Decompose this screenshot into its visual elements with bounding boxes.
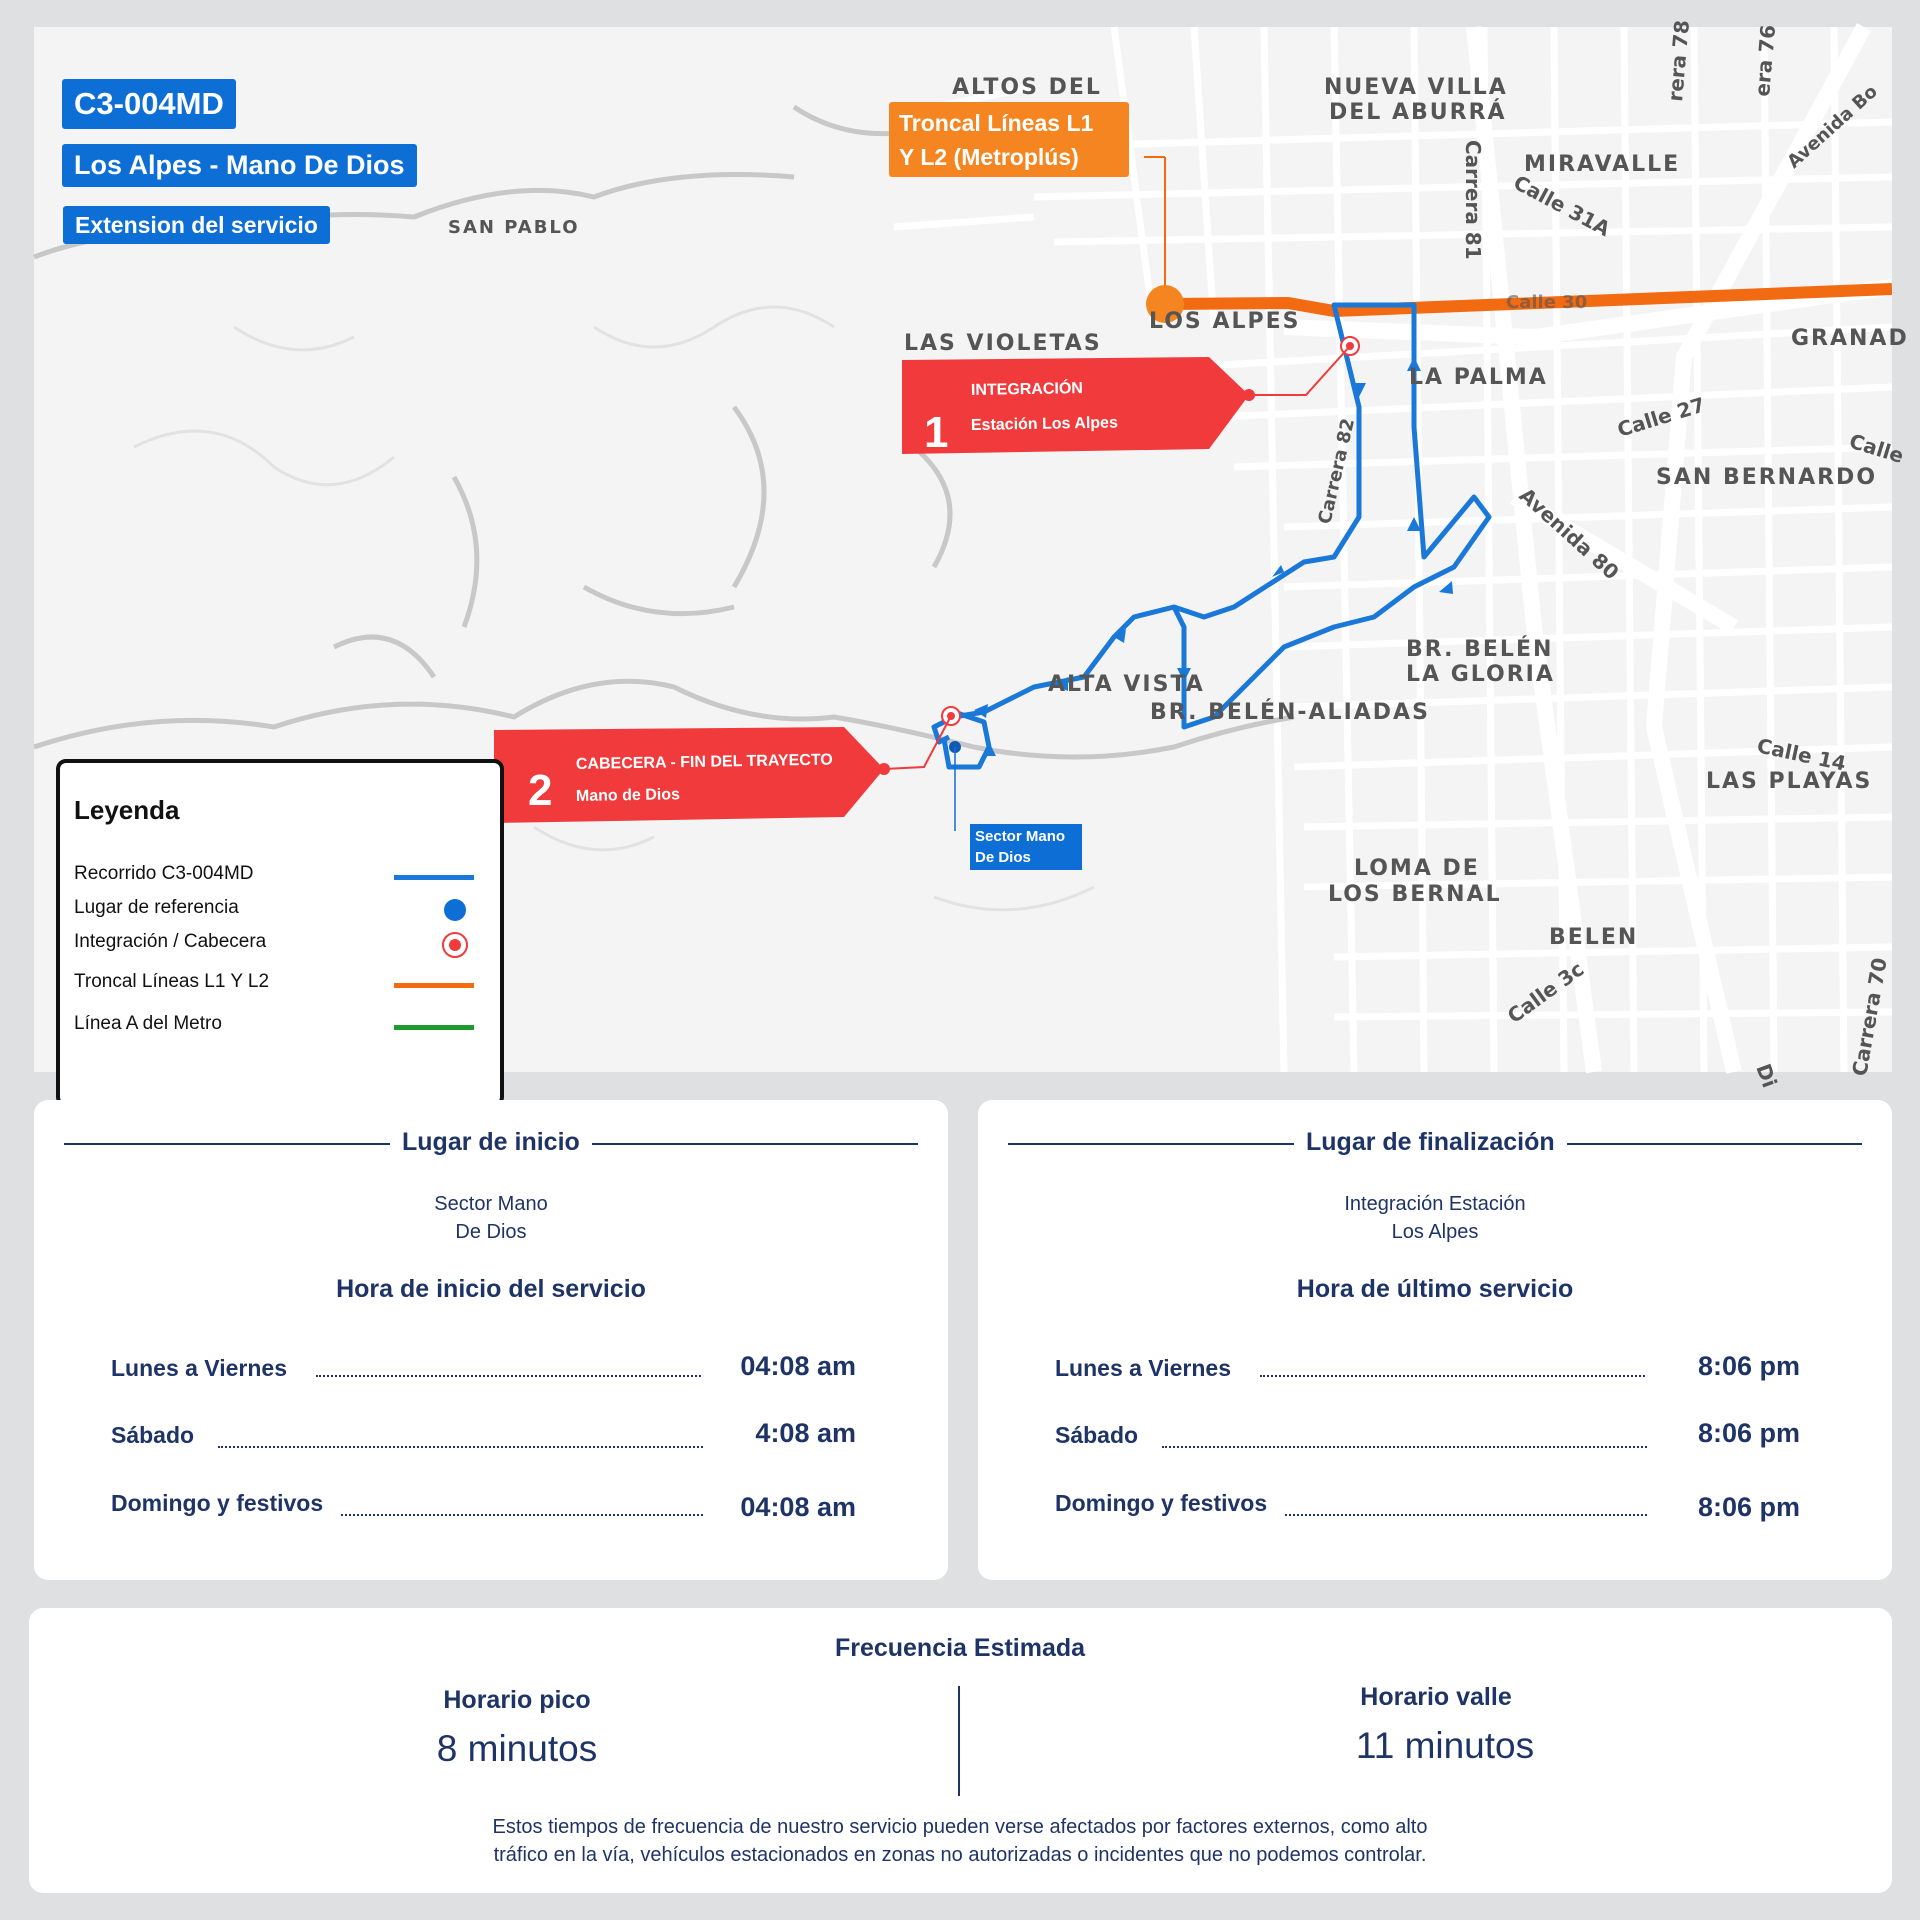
valley-label: Horario valle — [1360, 1683, 1512, 1711]
stop2-flag — [494, 727, 884, 823]
blue-line-icon — [394, 875, 474, 880]
stop2-title: CABECERA - FIN DEL TRAYECTO — [575, 751, 833, 773]
street-avenida-80: Avenida 80 — [1514, 482, 1624, 585]
frequency-note-line1: Estos tiempos de frecuencia de nuestro servicio pueden verse afectados por factores externos, como alto — [492, 1816, 1428, 1838]
label-la-gloria: LA GLORIA — [1406, 662, 1555, 687]
end-row-day: Domingo y festivos — [1055, 1490, 1268, 1516]
reference-label-line2: De Dios — [975, 849, 1031, 866]
street-rera-78: rera 78 — [1663, 19, 1695, 103]
label-las-playas: LAS PLAYAS — [1706, 769, 1873, 794]
end-row-time: 8:06 pm — [1697, 1418, 1800, 1448]
street-carrera-70: Carrera 70 — [1847, 955, 1892, 1078]
leader-dots — [316, 1375, 701, 1377]
leader-dots — [1260, 1375, 1645, 1377]
label-nueva-villa: NUEVA VILLA — [1324, 75, 1508, 100]
reference-label-line1: Sector Mano — [975, 828, 1066, 845]
frequency-card — [29, 1608, 1892, 1893]
legend-item-route — [74, 863, 474, 891]
legend-item-trunk — [74, 971, 474, 999]
label-alta-vista: ALTA VISTA — [1048, 672, 1205, 697]
route-map[interactable] — [34, 19, 1909, 1091]
end-row-time: 8:06 pm — [1697, 1351, 1800, 1381]
street-calle: Calle — [1846, 428, 1907, 468]
valley-value: 11 minutos — [1355, 1725, 1535, 1766]
end-row-day: Sábado — [1055, 1422, 1139, 1448]
stop1-flag — [902, 357, 1249, 454]
trunk-callout-line2: Y L2 (Metroplús) — [899, 144, 1079, 170]
frequency-title: Frecuencia Estimada — [834, 1634, 1086, 1662]
legend-item-reference — [74, 897, 474, 925]
legend-item-metro — [74, 1013, 474, 1041]
start-schedule-card — [34, 1100, 948, 1580]
label-san-pablo: SAN PABLO — [448, 217, 580, 238]
route-code-badge: C3-004MD — [62, 79, 236, 129]
start-row-time: 04:08 am — [740, 1492, 856, 1522]
start-title: Lugar de inicio — [390, 1128, 592, 1157]
blue-dot-icon — [444, 899, 466, 921]
start-place-line1: Sector Mano — [434, 1193, 548, 1215]
street-calle-27: Calle 27 — [1614, 392, 1708, 442]
start-row-time: 4:08 am — [755, 1418, 856, 1448]
orange-line-icon — [394, 983, 474, 988]
leader-dots — [1162, 1446, 1647, 1448]
start-row-day: Lunes a Viernes — [111, 1355, 287, 1381]
legend-item-label: Integración / Cabecera — [74, 931, 267, 952]
street-carrera-82: Carrera 82 — [1314, 416, 1360, 527]
street-calle-3c: Calle 3c — [1502, 956, 1589, 1029]
end-schedule-card — [978, 1100, 1892, 1580]
route-name-badge: Los Alpes - Mano De Dios — [62, 144, 417, 187]
label-miravalle: MIRAVALLE — [1524, 152, 1681, 177]
label-granad: GRANAD — [1791, 326, 1909, 351]
end-subtitle: Hora de último servicio — [1296, 1275, 1574, 1303]
stop1-title: INTEGRACIÓN — [970, 380, 1084, 399]
service-note-badge: Extension del servicio — [63, 206, 330, 244]
frequency-divider — [958, 1686, 960, 1796]
stop2-subtitle: Mano de Dios — [575, 786, 681, 805]
leader-dots — [1285, 1514, 1647, 1516]
legend-item-label: Troncal Líneas L1 Y L2 — [74, 971, 270, 992]
legend-item-integration — [74, 931, 474, 959]
label-los-alpes: LOS ALPES — [1149, 309, 1301, 334]
label-los-bernal: LOS BERNAL — [1328, 882, 1502, 907]
green-line-icon — [394, 1025, 474, 1030]
label-del-abura: DEL ABURRÁ — [1329, 100, 1507, 125]
frequency-note-line2: tráfico en la vía, vehículos estacionados en zonas no autorizadas o incidentes que no podemos controlar. — [493, 1844, 1427, 1866]
start-subtitle: Hora de inicio del servicio — [336, 1275, 646, 1303]
street-avenida-bo: Avenida Bo — [1783, 81, 1882, 173]
stop1-subtitle: Estación Los Alpes — [970, 414, 1119, 434]
stop2-number: 2 — [528, 766, 553, 815]
start-row-time: 04:08 am — [740, 1351, 856, 1381]
leader-dots — [341, 1514, 703, 1516]
street-calle-14: Calle 14 — [1754, 733, 1849, 776]
leader-dots — [218, 1446, 703, 1448]
label-br-belen: BR. BELÉN — [1406, 637, 1554, 662]
end-title: Lugar de finalización — [1294, 1128, 1567, 1157]
street-di: Di — [1751, 1060, 1782, 1091]
street-calle-31a: Calle 31A — [1509, 170, 1615, 242]
start-row-day: Sábado — [111, 1422, 195, 1448]
peak-label: Horario pico — [443, 1686, 591, 1714]
legend-item-label: Lugar de referencia — [74, 897, 239, 918]
start-place — [291, 1190, 691, 1246]
end-place — [1235, 1190, 1635, 1246]
map-legend — [56, 759, 504, 1107]
stop1-number: 1 — [924, 408, 949, 457]
label-las-violetas: LAS VIOLETAS — [904, 331, 1102, 356]
legend-item-label: Línea A del Metro — [74, 1013, 222, 1034]
label-altos-del: ALTOS DEL — [952, 75, 1102, 100]
legend-title: Leyenda — [74, 795, 180, 825]
start-row-day: Domingo y festivos — [111, 1490, 324, 1516]
reference-label — [970, 824, 1082, 870]
label-la-palma: LA PALMA — [1409, 365, 1548, 390]
trunk-callout — [889, 102, 1129, 177]
frequency-note — [160, 1813, 1760, 1869]
trunk-callout-line1: Troncal Líneas L1 — [899, 110, 1094, 136]
end-row-time: 8:06 pm — [1697, 1492, 1800, 1522]
label-san-bernardo: SAN BERNARDO — [1656, 465, 1878, 490]
end-place-line1: Integración Estación — [1344, 1193, 1526, 1215]
street-carrera-81: Carrera 81 — [1461, 140, 1485, 260]
street-era-76: era 76 — [1750, 23, 1781, 98]
label-loma-de: LOMA DE — [1354, 856, 1480, 881]
street-calle-30: Calle 30 — [1506, 292, 1588, 313]
red-target-icon — [442, 932, 468, 958]
label-br-belen-aliadas: BR. BELÉN-ALIADAS — [1150, 700, 1430, 725]
peak-value: 8 minutos — [436, 1728, 598, 1769]
start-place-line2: De Dios — [455, 1221, 527, 1243]
legend-item-label: Recorrido C3-004MD — [74, 863, 254, 884]
end-row-day: Lunes a Viernes — [1055, 1355, 1231, 1381]
label-belen: BELEN — [1549, 925, 1639, 950]
end-place-line2: Los Alpes — [1391, 1221, 1479, 1243]
